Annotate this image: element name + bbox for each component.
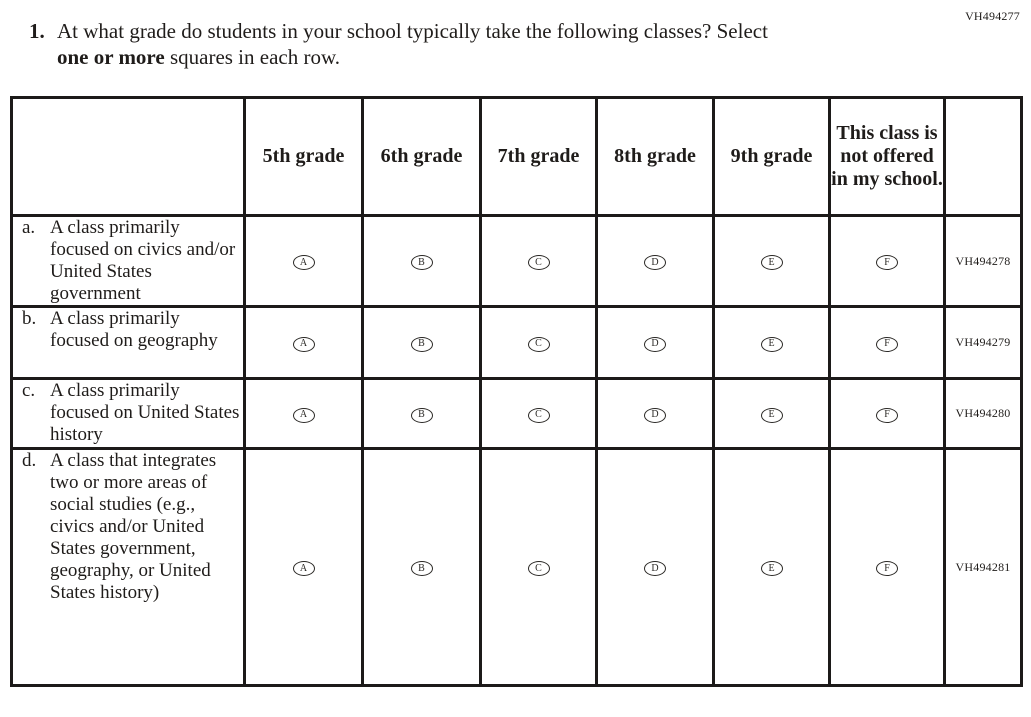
question-number: 1. [29,19,45,43]
option-cell [597,379,714,449]
option-cell [481,216,597,307]
option-bubble-d[interactable]: D [644,255,666,270]
option-cell [363,379,481,449]
option-bubble-f[interactable]: F [876,561,898,576]
option-cell [714,307,830,379]
row-label-text: A class primarily focused on United States history [50,380,240,445]
row-letter: c. [22,380,36,401]
option-cell [597,216,714,307]
header-5th-grade: 5th grade [245,98,363,216]
option-cell [714,449,830,686]
question-text [57,18,909,70]
row-label-cell [12,449,245,686]
option-cell [363,449,481,686]
row-code: VH494280 [945,379,1022,449]
option-cell [363,216,481,307]
option-cell [481,379,597,449]
option-bubble-f[interactable]: F [876,337,898,352]
option-bubble-b[interactable]: B [411,408,433,423]
option-bubble-c[interactable]: C [528,337,550,352]
option-cell [597,307,714,379]
row-label-cell [12,379,245,449]
option-cell [245,379,363,449]
header-blank [12,98,245,216]
header-code-column [945,98,1022,216]
option-cell [363,307,481,379]
option-bubble-d[interactable]: D [644,337,666,352]
option-bubble-a[interactable]: A [293,561,315,576]
option-bubble-b[interactable]: B [411,255,433,270]
row-label-text: A class that integrates two or more areas of social studies (e.g., civics and/or United States government, geography, or United States history) [50,450,217,603]
question-line-2 [57,44,909,70]
row-label-cell [12,307,245,379]
option-bubble-b[interactable]: B [411,561,433,576]
question-bold-phrase: one or more [57,45,165,69]
option-bubble-c[interactable]: C [528,408,550,423]
header-8th-grade: 8th grade [597,98,714,216]
option-cell [245,216,363,307]
question-1 [29,18,909,70]
option-bubble-d[interactable]: D [644,408,666,423]
option-cell [714,216,830,307]
option-bubble-c[interactable]: C [528,561,550,576]
option-bubble-b[interactable]: B [411,337,433,352]
option-cell [830,216,945,307]
table-row-c [12,379,1022,449]
row-label-text: A class primarily focused on geography [50,308,218,351]
option-cell [245,449,363,686]
option-cell [714,379,830,449]
option-bubble-d[interactable]: D [644,561,666,576]
option-bubble-a[interactable]: A [293,255,315,270]
header-9th-grade: 9th grade [714,98,830,216]
form-code-top-right: VH494277 [965,9,1020,23]
option-bubble-f[interactable]: F [876,255,898,270]
header-not-offered: This class is not offered in my school. [830,98,945,216]
header-6th-grade: 6th grade [363,98,481,216]
option-bubble-f[interactable]: F [876,408,898,423]
row-letter: d. [22,450,37,471]
question-line-2-rest: squares in each row. [164,45,341,69]
row-code: VH494279 [945,307,1022,379]
row-code: VH494281 [945,449,1022,686]
option-cell [830,379,945,449]
option-bubble-e[interactable]: E [761,561,783,576]
option-bubble-a[interactable]: A [293,408,315,423]
row-label-text: A class primarily focused on civics and/or United States government [50,217,236,304]
table-row-d [12,449,1022,686]
header-row [12,98,1022,216]
option-cell [830,449,945,686]
response-grid [10,96,1023,687]
option-bubble-e[interactable]: E [761,408,783,423]
option-bubble-a[interactable]: A [293,337,315,352]
option-bubble-e[interactable]: E [761,337,783,352]
option-bubble-e[interactable]: E [761,255,783,270]
row-label-cell [12,216,245,307]
question-line-1: At what grade do students in your school typically take the following classes? Select [57,19,768,43]
option-cell [597,449,714,686]
table-row-b [12,307,1022,379]
row-code: VH494278 [945,216,1022,307]
option-cell [481,307,597,379]
option-cell [830,307,945,379]
row-letter: b. [22,308,37,329]
option-bubble-c[interactable]: C [528,255,550,270]
row-letter: a. [22,217,36,238]
option-cell [481,449,597,686]
table-row-a [12,216,1022,307]
header-7th-grade: 7th grade [481,98,597,216]
option-cell [245,307,363,379]
